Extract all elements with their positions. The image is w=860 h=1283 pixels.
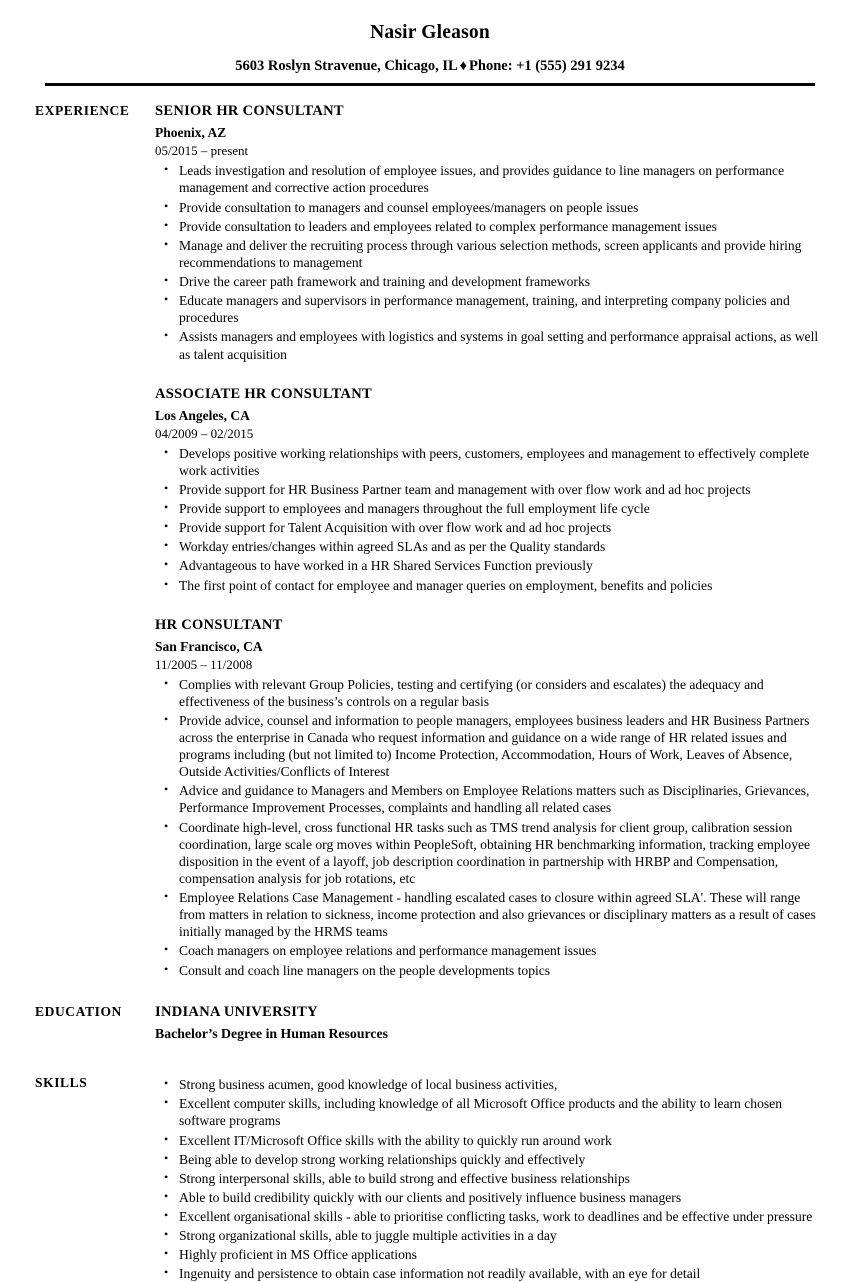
experience-job <box>155 385 825 594</box>
resume-header <box>0 0 860 86</box>
candidate-phone: Phone: +1 (555) 291 9234 <box>469 58 625 75</box>
job-bullet: • Drive the career path framework and training and development frameworks <box>155 273 825 290</box>
job-bullet: • The first point of contact for employee and manager queries on employment, benefits and policies <box>155 577 825 594</box>
job-dates: 11/2005 – 11/2008 <box>155 656 253 672</box>
section-education <box>35 1003 825 1043</box>
skill-bullet: • Strong interpersonal skills, able to build strong and effective business relationships <box>155 1170 825 1187</box>
header-divider <box>45 83 815 86</box>
job-bullet: • Coordinate high-level, cross functional HR tasks such as TMS trend analysis for client group, calibration session coordination, large scale org moves within PeopleSoft, obtaining HR benchmarking information, tracking employee disposition in the event of a layoff, job description coordination in partnership with HRBP and Compensation, compensation analysis for job rotations, etc <box>155 819 825 888</box>
section-skills <box>35 1074 825 1282</box>
skills-body <box>155 1074 825 1282</box>
job-location: Phoenix, AZ <box>155 125 227 141</box>
skill-bullet: • Excellent computer skills, including knowledge of all Microsoft Office products and the ability to learn chosen software programs <box>155 1095 825 1129</box>
section-label-skills: SKILLS <box>35 1075 88 1091</box>
job-bullet: • Consult and coach line managers on the people developments topics <box>155 962 825 979</box>
job-bullet: • Provide support to employees and managers throughout the full employment life cycle <box>155 500 825 517</box>
skill-bullet: • Able to build credibility quickly with our clients and positively influence business managers <box>155 1189 825 1206</box>
skill-bullet: • Being able to develop strong working relationships quickly and effectively <box>155 1151 825 1168</box>
experience-job <box>155 616 825 979</box>
job-bullet: • Employee Relations Case Management - handling escalated cases to closure within agreed SLA'. These will range from matters in relation to sickness, income protection and also grievances or disciplinary matters as a result of cases initially managed by the HRMS teams <box>155 889 825 940</box>
diamond-separator-icon: ♦ <box>459 58 468 75</box>
job-bullet-list <box>155 162 825 362</box>
skill-bullet: • Strong business acumen, good knowledge of local business activities, <box>155 1076 825 1093</box>
job-title: SENIOR HR CONSULTANT <box>155 103 344 120</box>
job-bullet: • Provide consultation to managers and counsel employees/managers on people issues <box>155 199 825 216</box>
candidate-name: Nasir Gleason <box>370 22 490 43</box>
job-title: ASSOCIATE HR CONSULTANT <box>155 385 372 402</box>
job-bullet: • Provide support for Talent Acquisition with over flow work and ad hoc projects <box>155 519 825 536</box>
job-bullet-list <box>155 445 825 594</box>
experience-job <box>155 102 825 362</box>
job-dates: 05/2015 – present <box>155 143 249 159</box>
section-label-education: EDUCATION <box>35 1003 122 1019</box>
skill-bullet: • Highly proficient in MS Office applications <box>155 1246 825 1263</box>
skills-bullet-list <box>155 1076 825 1282</box>
job-bullet: • Workday entries/changes within agreed SLAs and as per the Quality standards <box>155 538 825 555</box>
job-bullet: • Advantageous to have worked in a HR Shared Services Function previously <box>155 557 825 574</box>
job-bullet-list <box>155 676 825 979</box>
section-experience <box>35 102 825 978</box>
job-location: San Francisco, CA <box>155 638 263 654</box>
skill-bullet: • Excellent organisational skills - able to prioritise conflicting tasks, work to deadlines and be effective under pressure <box>155 1208 825 1225</box>
education-degree: Bachelor’s Degree in Human Resources <box>155 1025 388 1041</box>
job-bullet: • Provide support for HR Business Partner team and management with over flow work and ad hoc projects <box>155 481 825 498</box>
job-dates: 04/2009 – 02/2015 <box>155 425 254 441</box>
job-bullet: • Assists managers and employees with logistics and systems in goal setting and performance appraisal actions, as well as talent acquisition <box>155 328 825 362</box>
job-bullet: • Advice and guidance to Managers and Members on Employee Relations matters such as Disciplinaries, Grievances, Performance Improvement Processes, complaints and handling all related cases <box>155 782 825 816</box>
job-bullet: • Educate managers and supervisors in performance management, training, and interpreting company policies and procedures <box>155 292 825 326</box>
job-bullet: • Provide advice, counsel and information to people managers, employees business leaders and HR Business Partners across the enterprise in Canada who request information and guidance on a wide range of HR related issues and programs including (but not limited to) Income Protection, Accommodation, Hours of Work, Leaves of Absence, Outside Activities/Conflicts of Interest <box>155 712 825 781</box>
skill-bullet: • Ingenuity and persistence to obtain case information not readily available, with an eye for detail <box>155 1265 825 1282</box>
job-bullet: • Manage and deliver the recruiting process through various selection methods, screen applicants and provide hiring recommendations to management <box>155 237 825 271</box>
job-title: HR CONSULTANT <box>155 616 283 633</box>
candidate-contact-line <box>0 59 860 75</box>
skill-bullet: • Strong organizational skills, able to juggle multiple activities in a day <box>155 1227 825 1244</box>
job-bullet: • Develops positive working relationships with peers, customers, employees and management to effectively complete work activities <box>155 445 825 479</box>
experience-body <box>155 102 825 978</box>
job-bullet: • Leads investigation and resolution of employee issues, and provides guidance to line managers on performance management and corrective action procedures <box>155 162 825 196</box>
candidate-address: 5603 Roslyn Stravenue, Chicago, IL <box>235 58 458 75</box>
skill-bullet: • Excellent IT/Microsoft Office skills with the ability to quickly run around work <box>155 1132 825 1149</box>
job-bullet: • Coach managers on employee relations and performance management issues <box>155 942 825 959</box>
resume-content <box>0 102 860 1282</box>
job-bullet: • Provide consultation to leaders and employees related to complex performance management issues <box>155 218 825 235</box>
job-bullet: • Complies with relevant Group Policies, testing and certifying (or considers and escalates) the adequacy and effectiveness of the business’s controls on a regular basis <box>155 676 825 710</box>
section-label-experience: EXPERIENCE <box>35 103 130 119</box>
education-school: INDIANA UNIVERSITY <box>155 1003 318 1020</box>
job-location: Los Angeles, CA <box>155 407 250 423</box>
education-body <box>155 1003 825 1043</box>
